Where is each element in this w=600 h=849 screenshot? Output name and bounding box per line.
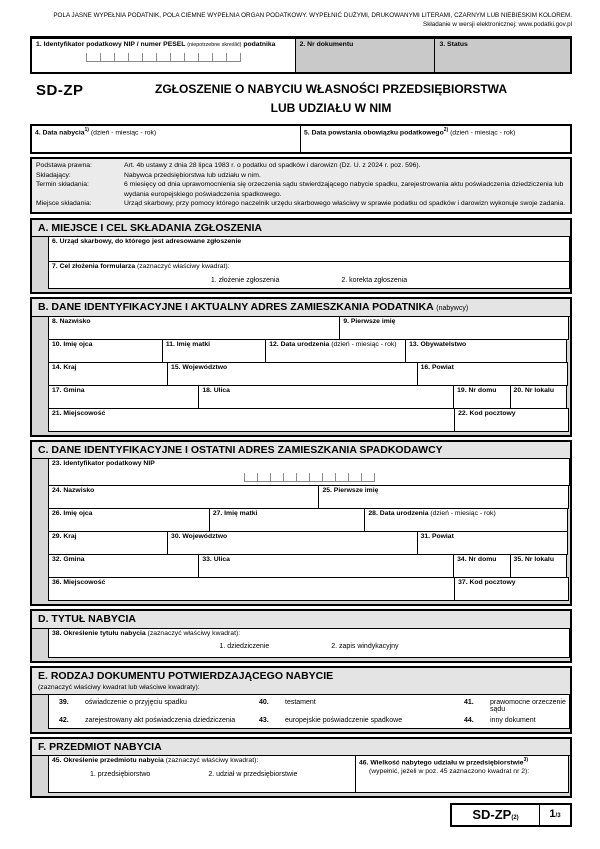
field-2-label: 2. Nr dokumentu <box>299 41 354 48</box>
field-24-nazwisko[interactable]: 24. Nazwisko <box>48 485 319 509</box>
legal-row-miejsce: Miejsce składania: Urząd skarbowy, przy pomocy którego naczelnik urzędu skarbowego właściwy w sprawie podatku od spadków i darowizn wykonuje swoje zadania. <box>36 200 566 208</box>
section-e-subtitle: (zaznaczyć właściwy kwadrat lub właściwe kwadraty): <box>38 683 200 691</box>
section-f-body <box>32 756 570 796</box>
field-20-nr-lokalu[interactable]: 20. Nr lokalu <box>510 385 567 409</box>
nip-pesel-comb-field[interactable] <box>36 53 291 62</box>
section-a-title: A. MIEJSCE I CEL SKŁADANIA ZGŁOSZENIA <box>32 220 570 238</box>
field-1-label: 1. Identyfikator podatkowy NIP / numer PESEL (niepotrzebne skreślić) podatnika <box>36 41 276 48</box>
field-2-nr-dokumentu <box>296 39 436 72</box>
nip-comb-field[interactable] <box>52 473 566 482</box>
field-13-obywatelstwo[interactable]: 13. Obywatelstwo <box>405 339 567 363</box>
title-bar <box>30 80 572 118</box>
option-39-oswiadczenie[interactable]: 39. oświadczenie o przyjęciu spadku <box>59 698 187 706</box>
option-40-testament[interactable]: 40. testament <box>259 698 316 706</box>
section-d-body <box>32 629 570 661</box>
section-b-title: B. DANE IDENTYFIKACYJNE I AKTUALNY ADRES ZAMIESZKANIA PODATNIKA (nabywcy) <box>32 299 570 317</box>
field-15-wojewodztwo[interactable]: 15. Województwo <box>167 362 418 386</box>
field-10-imie-ojca[interactable]: 10. Imię ojca <box>48 339 163 363</box>
field-39-44-dokumenty <box>48 694 570 729</box>
field-7-label: 7. Cel złożenia formularza (zaznaczyć właściwy kwadrat): <box>52 263 230 271</box>
field-4-label: 4. Data nabycia$^{1)}$ (dzień - miesiąc - rok) <box>35 127 157 137</box>
section-c-title: C. DANE IDENTYFIKACYJNE I OSTATNI ADRES ZAMIESZKANIA SPADKODAWCY <box>32 442 570 460</box>
field-33-ulica[interactable]: 33. Ulica <box>198 554 454 578</box>
form-title-line-1: ZGŁOSZENIE O NABYCIU WŁASNOŚCI PRZEDSIĘBIORSTWA <box>154 82 507 96</box>
section-a <box>30 218 572 295</box>
section-a-body <box>32 237 570 292</box>
top-notice <box>30 12 572 29</box>
field-18-ulica[interactable]: 18. Ulica <box>198 385 454 409</box>
field-27-imie-matki[interactable]: 27. Imię matki <box>209 508 366 532</box>
option-korekta-zgloszenia[interactable]: 2. korekta zgłoszenia <box>341 276 408 284</box>
notice-line-1: POLA JASNE WYPEŁNIA PODATNIK, POLA CIEMNE WYPEŁNIA ORGAN PODATKOWY. WYPEŁNIĆ DUŻYMI, DRUKOWANYMI LITERAMI, CZARNYM LUB NIEBIESKIM KOLOREM. <box>53 12 572 19</box>
field-35-nr-lokalu[interactable]: 35. Nr lokalu <box>510 554 567 578</box>
header-fields-row <box>30 36 572 74</box>
field-6-label: 6. Urząd skarbowy, do którego jest adresowane zgłoszenie <box>52 238 242 246</box>
field-31-powiat[interactable]: 31. Powiat <box>417 531 568 555</box>
footer-code-box <box>450 803 572 827</box>
form-title <box>30 80 572 117</box>
section-c-body <box>32 459 570 604</box>
field-23-nip-spadkodawcy[interactable]: 23. Identyfikator podatkowy NIP <box>48 458 570 486</box>
option-43-europejskie-poswiadczenie[interactable]: 43. europejskie poświadczenie spadkowe <box>259 716 403 724</box>
field-5-data-obowiazku[interactable] <box>301 126 570 152</box>
notice-line-2: Składanie w wersji elektronicznej: www.podatki.gov.pl <box>423 20 572 28</box>
field-9-pierwsze-imie[interactable]: 9. Pierwsze imię <box>339 316 569 340</box>
section-f-title: F. PRZEDMIOT NABYCIA <box>32 739 570 757</box>
field-46-wielkosc-udzialu[interactable]: 46. Wielkość nabytego udziału w przedsiębiorstwie$^{3)}$ (wypełnić, jeżeli w poz. 45 zaznaczono kwadrat nr 2): <box>355 755 569 793</box>
option-udzial-w-przedsiebiorstwie[interactable]: 2. udział w przedsiębiorstwie <box>208 770 298 778</box>
field-37-kod-pocztowy[interactable]: 37. Kod pocztowy <box>454 577 569 601</box>
option-44-inny-dokument[interactable]: 44. inny dokument <box>464 716 536 724</box>
page-footer <box>30 803 572 827</box>
field-1-nip-pesel[interactable] <box>32 39 296 72</box>
date-fields-row <box>30 124 572 154</box>
section-d <box>30 609 572 663</box>
field-3-status <box>435 39 570 72</box>
section-c <box>30 440 572 607</box>
section-d-title: D. TYTUŁ NABYCIA <box>32 611 570 629</box>
legal-row-termin: Termin składania: 6 miesięcy od dnia uprawomocnienia się orzeczenia sądu stwierdzającego nabycie spadku, zarejestrowania aktu poświadczenia dziedziczenia lub wydania europejskiego poświadczenia spadkowego. <box>36 181 564 198</box>
field-21-miejscowosc[interactable]: 21. Miejscowość <box>48 408 455 432</box>
field-25-pierwsze-imie[interactable]: 25. Pierwsze imię <box>318 485 569 509</box>
field-8-nazwisko[interactable]: 8. Nazwisko <box>48 316 340 340</box>
option-zlozenie-zgloszenia[interactable]: 1. złożenie zgłoszenia <box>210 276 280 284</box>
field-4-data-nabycia[interactable] <box>32 126 301 152</box>
form-code: SD-ZP <box>36 82 84 99</box>
field-5-label: 5. Data powstania obowiązku podatkowego$^{2)}$ (dzień - miesiąc - rok) <box>304 127 516 137</box>
footer-page-number: 1/3 <box>549 808 561 821</box>
section-f <box>30 737 572 799</box>
option-42-akt-poswiadczenia[interactable]: 42. zarejestrowany akt poświadczenia dziedziczenia <box>59 716 236 724</box>
option-przedsiebiorstwo[interactable]: 1. przedsiębiorstwo <box>90 770 151 778</box>
option-dziedziczenie[interactable]: 1. dziedziczenie <box>219 643 270 651</box>
field-45-przedmiot-nabycia: 45. Określenie przedmiotu nabycia (zaznaczyć właściwy kwadrat): 1. przedsiębiorstwo 2. udział w przedsiębiorstwie <box>48 755 356 793</box>
field-29-kraj[interactable]: 29. Kraj <box>48 531 168 555</box>
field-26-imie-ojca[interactable]: 26. Imię ojca <box>48 508 210 532</box>
field-12-data-urodzenia[interactable]: 12. Data urodzenia (dzień - miesiąc - rok) <box>265 339 406 363</box>
legal-row-skladajacy: Składający: Nabywca przedsiębiorstwa lub udziału w nim. <box>36 171 261 179</box>
section-b <box>30 297 572 437</box>
field-14-kraj[interactable]: 14. Kraj <box>48 362 168 386</box>
option-zapis-windykacyjny[interactable]: 2. zapis windykacyjny <box>331 643 399 651</box>
field-38-tytul-nabycia: 38. Określenie tytułu nabycia (zaznaczyć właściwy kwadrat): 1. dziedziczenie 2. zapis windykacyjny <box>48 628 570 658</box>
footer-form-code: SD-ZP(2) <box>452 805 540 825</box>
option-41-orzeczenie-sadu[interactable]: 41. prawomocne orzeczenie sądu <box>464 698 566 713</box>
form-title-line-2: LUB UDZIAŁU W NIM <box>270 100 392 115</box>
legal-row-podstawa: Podstawa prawna: Art. 4b ustawy z dnia 28 lipca 1983 r. o podatku od spadków i darowizn (Dz. U. z 2024 r. poz. 596). <box>36 162 421 169</box>
field-17-gmina[interactable]: 17. Gmina <box>48 385 199 409</box>
field-6-urzad-skarbowy[interactable] <box>48 236 570 262</box>
section-b-body <box>32 317 570 435</box>
field-3-label: 3. Status <box>439 41 468 48</box>
field-22-kod-pocztowy[interactable]: 22. Kod pocztowy <box>454 408 569 432</box>
field-30-wojewodztwo[interactable]: 30. Województwo <box>167 531 418 555</box>
field-11-imie-matki[interactable]: 11. Imię matki <box>162 339 266 363</box>
field-19-nr-domu[interactable]: 19. Nr domu <box>453 385 510 409</box>
section-e <box>30 666 572 734</box>
legal-basis-box <box>30 157 572 214</box>
field-34-nr-domu[interactable]: 34. Nr domu <box>453 554 510 578</box>
section-e-title: E. RODZAJ DOKUMENTU POTWIERDZAJĄCEGO NABYCIE (zaznaczyć właściwy kwadrat lub właściwe kwadraty): <box>32 668 570 695</box>
field-16-powiat[interactable]: 16. Powiat <box>417 362 568 386</box>
field-28-data-urodzenia[interactable]: 28. Data urodzenia (dzień - miesiąc - rok) <box>364 508 568 532</box>
section-e-body <box>32 695 570 732</box>
field-36-miejscowosc[interactable]: 36. Miejscowość <box>48 577 455 601</box>
field-32-gmina[interactable]: 32. Gmina <box>48 554 199 578</box>
field-7-cel-zlozenia <box>48 261 570 289</box>
